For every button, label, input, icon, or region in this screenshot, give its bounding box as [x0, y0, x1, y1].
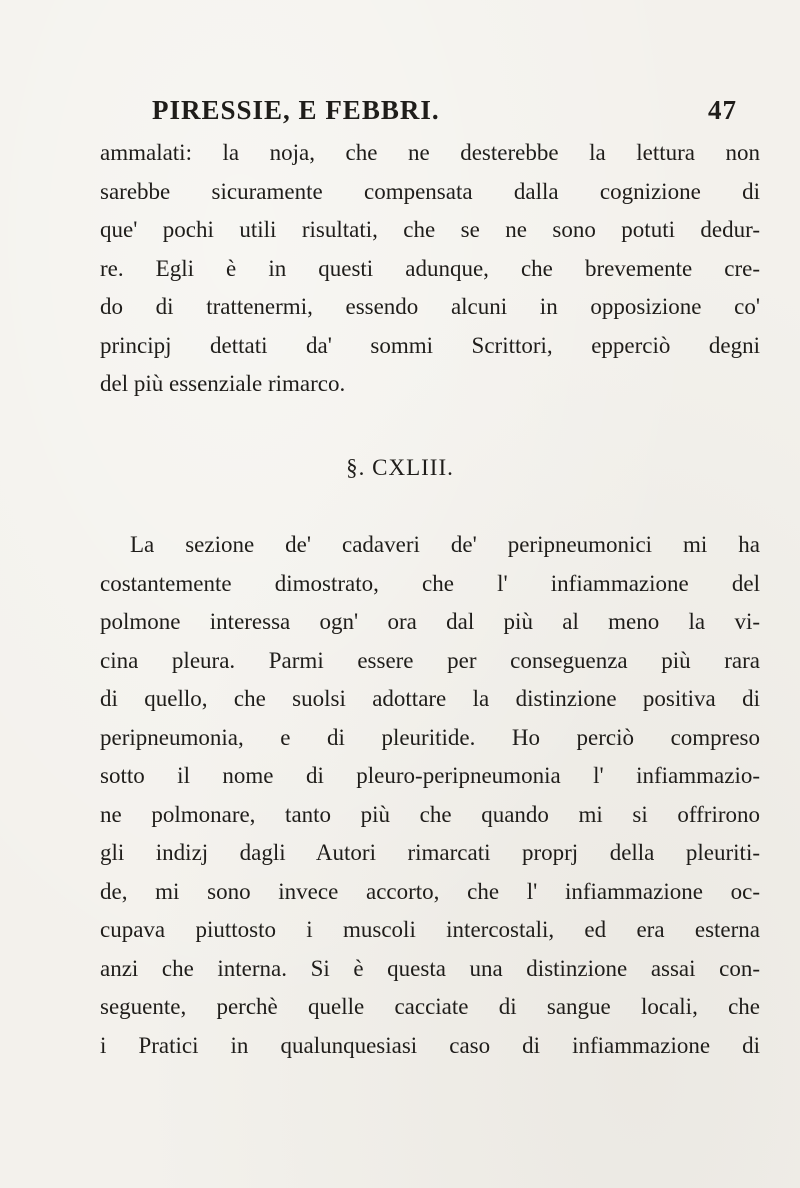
- text-line: ne polmonare, tanto più che quando mi si offrirono: [100, 801, 760, 827]
- paragraph-continuation: [100, 134, 760, 404]
- paragraph-section-143: [100, 526, 760, 1065]
- text-line: cina pleura. Parmi essere per conseguenza più rara: [100, 647, 760, 673]
- section-heading: §. CXLIII.: [346, 455, 454, 480]
- text-line: de, mi sono invece accorto, che l' infiammazione oc-: [100, 878, 760, 904]
- text-line: di quello, che suolsi adottare la distinzione positiva di: [100, 686, 760, 711]
- running-head: [152, 95, 737, 135]
- text-line: cupava piuttosto i muscoli intercostali, ed era esterna: [100, 917, 760, 942]
- text-line: ammalati: la noja, che ne desterebbe la lettura non: [100, 140, 760, 165]
- text-line: costantemente dimostrato, che l' infiammazione del: [100, 570, 760, 596]
- text-line: peripneumonia, e di pleuritide. Ho perciò compreso: [100, 724, 760, 750]
- text-line: gli indizj dagli Autori rimarcati proprj della pleuriti-: [100, 840, 760, 865]
- text-line: seguente, perchè quelle cacciate di sangue locali, che: [100, 994, 760, 1019]
- text-line: principj dettati da' sommi Scrittori, epperciò degni: [100, 332, 760, 358]
- text-line: i Pratici in qualunquesiasi caso di infiammazione di: [100, 1032, 760, 1058]
- text-line: La sezione de' cadaveri de' peripneumonici mi ha: [130, 532, 760, 557]
- text-line: anzi che interna. Si è questa una distinzione assai con-: [100, 955, 760, 981]
- running-title: PIRESSIE, E FEBBRI.: [152, 95, 440, 125]
- text-line: del più essenziale rimarco.: [100, 371, 346, 396]
- text-line: do di trattenermi, essendo alcuni in opposizione co': [100, 294, 760, 319]
- text-line: que' pochi utili risultati, che se ne sono potuti dedur-: [100, 217, 760, 242]
- text-line: polmone interessa ogn' ora dal più al meno la vi-: [100, 609, 760, 634]
- text-line: sotto il nome di pleuro-peripneumonia l' infiammazio-: [100, 763, 760, 788]
- text-line: re. Egli è in questi adunque, che brevemente cre-: [100, 255, 760, 281]
- text-line: sarebbe sicuramente compensata dalla cognizione di: [100, 178, 760, 204]
- page-number: 47: [708, 95, 737, 125]
